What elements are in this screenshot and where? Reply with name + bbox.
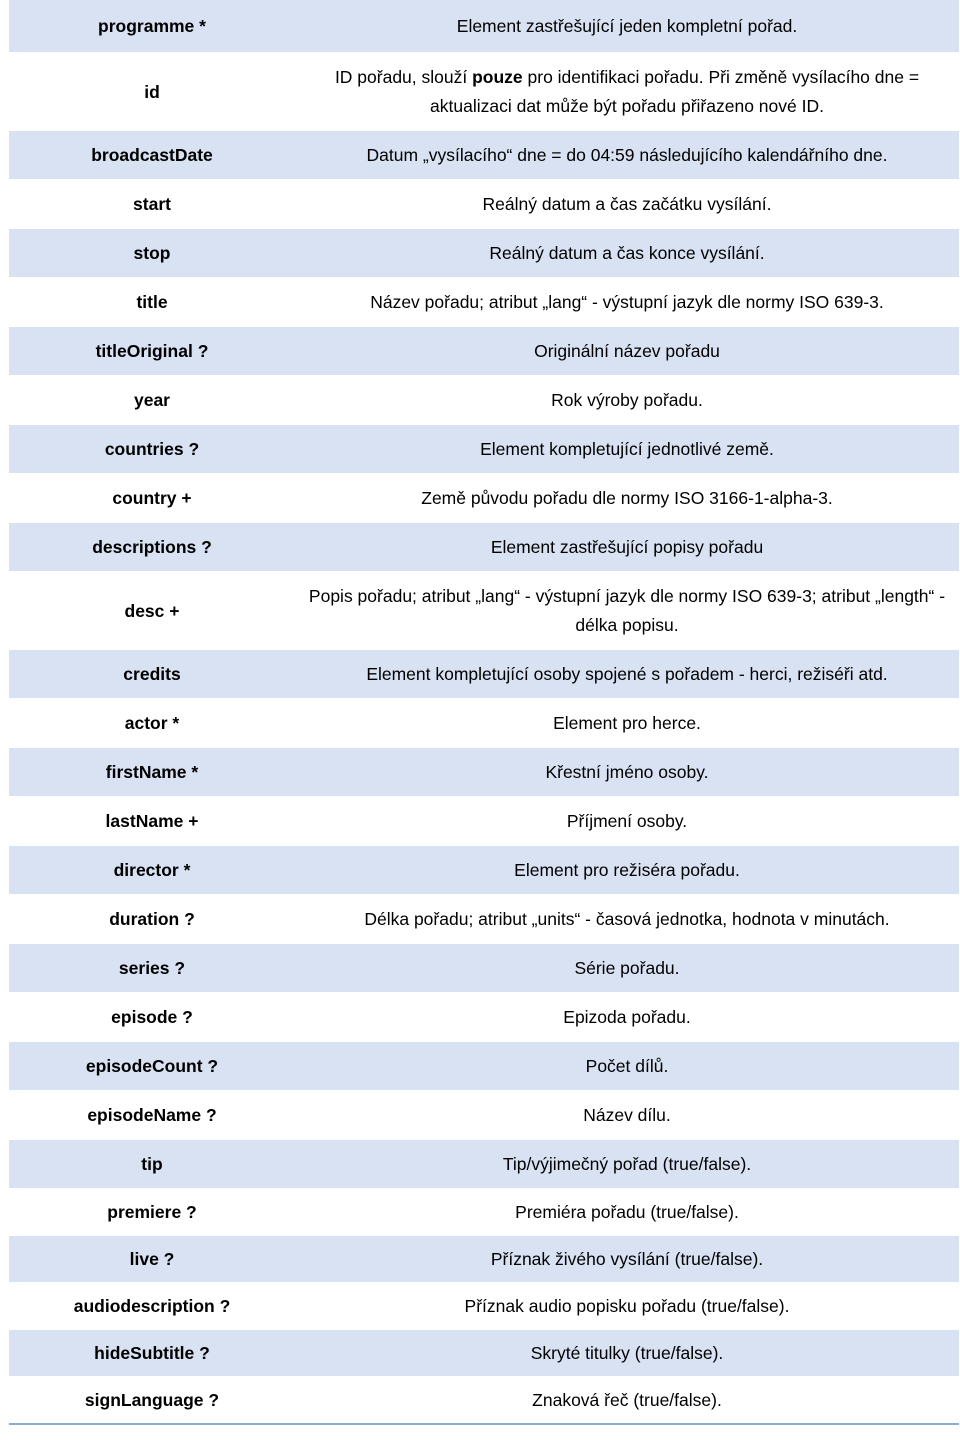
element-description-table (9, 0, 959, 1425)
element-name: lastName + (105, 811, 199, 831)
element-name: episodeCount ? (85, 1056, 219, 1076)
element-name: stop (133, 243, 171, 263)
element-name: episode ? (111, 1007, 193, 1027)
element-description (295, 63, 959, 121)
element-name: actor * (124, 713, 180, 733)
table-row (9, 424, 959, 473)
description-text: ID pořadu, slouží (334, 66, 473, 87)
element-name: audiodescription ? (73, 1296, 231, 1316)
table-row (9, 1041, 959, 1090)
element-name: country + (112, 488, 192, 508)
table-row (9, 473, 959, 522)
table-row (9, 1188, 959, 1235)
element-name: signLanguage ? (84, 1390, 220, 1410)
element-name: descriptions ? (92, 537, 212, 557)
table-row (9, 277, 959, 326)
element-name: hideSubtitle ? (94, 1343, 210, 1363)
element-name: tip (141, 1154, 163, 1174)
element-name: id (144, 81, 160, 102)
element-name: year (133, 390, 170, 410)
element-description: Příznak živého vysílání (true/false). (490, 1248, 764, 1269)
table-row (9, 1329, 959, 1376)
element-description: Element kompletující jednotlivé země. (480, 438, 774, 459)
element-description: Element pro režiséra pořadu. (514, 859, 740, 880)
element-description: Element pro herce. (553, 712, 701, 733)
table-row (9, 326, 959, 375)
element-name: firstName * (105, 762, 199, 782)
element-name: director * (113, 860, 191, 880)
element-name: series ? (118, 958, 186, 978)
table-row (9, 796, 959, 845)
table-row (9, 571, 959, 649)
element-name: desc + (124, 600, 180, 621)
element-description: Premiéra pořadu (true/false). (515, 1201, 739, 1222)
element-name: live ? (129, 1249, 175, 1269)
table-row (9, 747, 959, 796)
element-description: Série pořadu. (574, 957, 680, 978)
table-row (9, 1235, 959, 1282)
table-row (9, 1090, 959, 1139)
element-description: Originální název pořadu (534, 340, 720, 361)
element-description: Epizoda pořadu. (563, 1006, 691, 1027)
table-row (9, 375, 959, 424)
element-description: Počet dílů. (585, 1055, 669, 1076)
table-row (9, 894, 959, 943)
table-row (9, 522, 959, 571)
table-row (9, 1139, 959, 1188)
element-description: Název pořadu; atribut „lang“ - výstupní jazyk dle normy ISO 639-3. (370, 291, 884, 312)
element-name: premiere ? (107, 1202, 197, 1222)
element-name: duration ? (109, 909, 195, 929)
table-row (9, 649, 959, 698)
element-name: broadcastDate (91, 145, 213, 165)
table-row (9, 992, 959, 1041)
element-name: countries ? (104, 439, 200, 459)
element-description: Element zastřešující jeden kompletní pořad. (456, 15, 798, 36)
element-description: Skryté titulky (true/false). (530, 1342, 724, 1363)
table-row (9, 0, 959, 52)
description-emphasis: pouze (472, 66, 523, 87)
table-row (9, 52, 959, 130)
element-name: start (133, 194, 171, 214)
element-name: episodeName ? (87, 1105, 217, 1125)
element-name: title (136, 292, 168, 312)
element-description: Tip/výjimečný pořad (true/false). (502, 1153, 752, 1174)
element-description: Datum „vysílacího“ dne = do 04:59 následujícího kalendářního dne. (366, 144, 888, 165)
element-description: Znaková řeč (true/false). (532, 1389, 722, 1410)
table-row (9, 845, 959, 894)
element-description: Rok výroby pořadu. (551, 389, 703, 410)
element-description: Délka pořadu; atribut „units“ - časová jednotka, hodnota v minutách. (364, 908, 890, 929)
element-description: Země původu pořadu dle normy ISO 3166-1-alpha-3. (421, 487, 833, 508)
table-row (9, 228, 959, 277)
table-row (9, 943, 959, 992)
element-description: Křestní jméno osoby. (545, 761, 709, 782)
element-description: Název dílu. (583, 1104, 671, 1125)
element-description: Element kompletující osoby spojené s pořadem - herci, režiséři atd. (366, 663, 888, 684)
table-row (9, 698, 959, 747)
description-text: pro identifikaci pořadu. Při změně vysílacího dne = aktualizaci dat může být pořadu přiřazeno nové ID. (430, 66, 920, 116)
table-row (9, 1376, 959, 1423)
element-name: credits (123, 664, 181, 684)
element-description: Reálný datum a čas konce vysílání. (489, 242, 765, 263)
element-description: Element zastřešující popisy pořadu (490, 536, 764, 557)
table-row (9, 179, 959, 228)
element-name: titleOriginal ? (95, 341, 209, 361)
element-description: Reálný datum a čas začátku vysílání. (482, 193, 772, 214)
element-description: Popis pořadu; atribut „lang“ - výstupní jazyk dle normy ISO 639-3; atribut „length“ - délka popisu. (308, 585, 946, 635)
element-name: programme * (98, 16, 206, 36)
table-row (9, 1282, 959, 1329)
element-description: Příjmení osoby. (566, 810, 688, 831)
table-row (9, 130, 959, 179)
element-description: Příznak audio popisku pořadu (true/false). (464, 1295, 790, 1316)
